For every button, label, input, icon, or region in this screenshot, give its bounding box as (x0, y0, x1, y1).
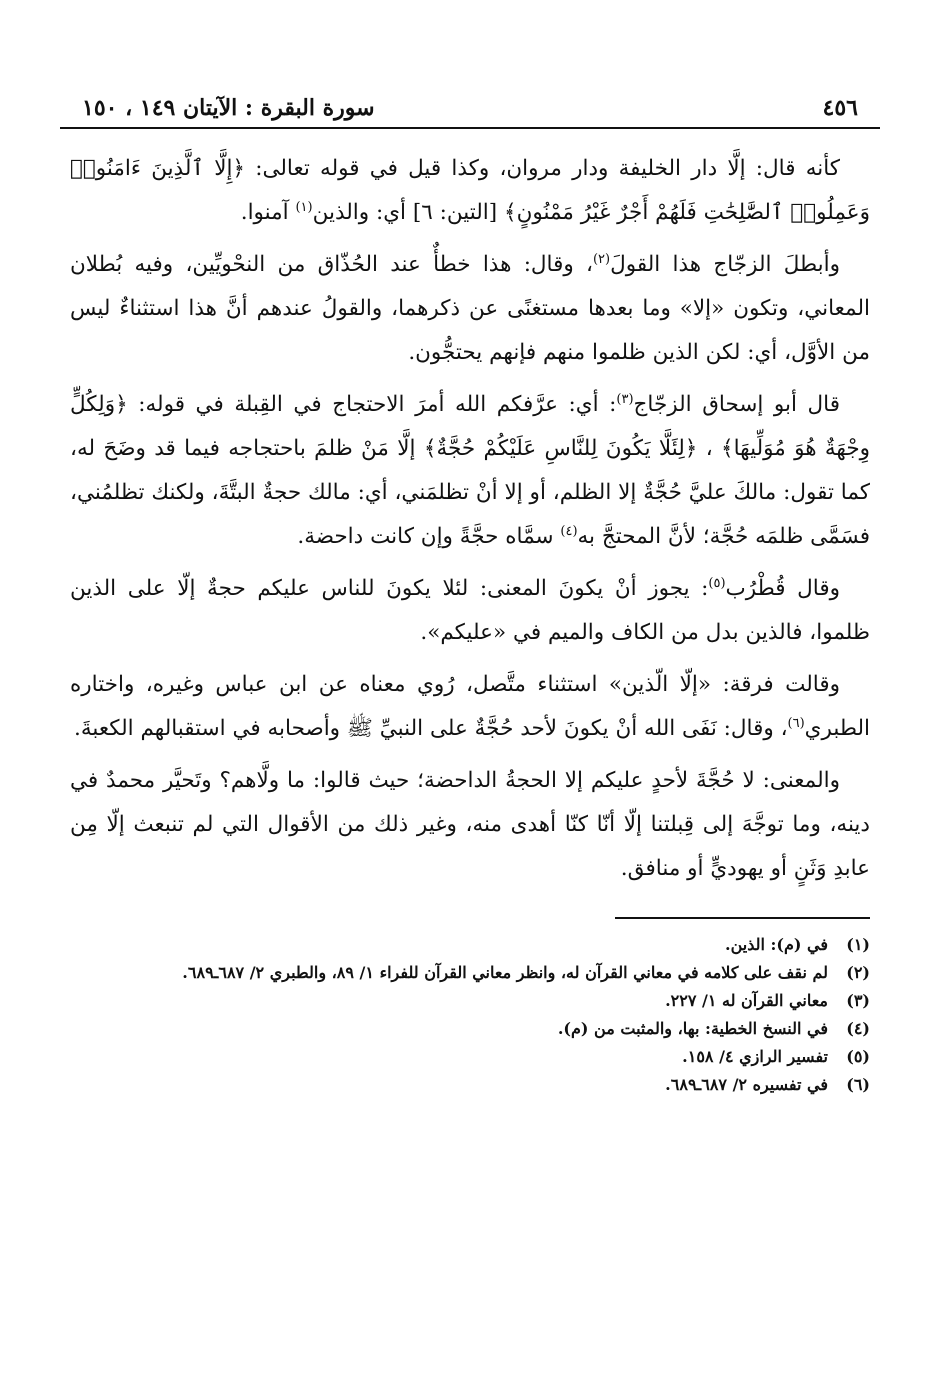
footnote-item: (٦) في تفسيره ٢/ ٦٨٧ـ٦٨٩. (665, 1075, 870, 1094)
footnote-item: (٤) في النسخ الخطية: بها، والمثبت من (م). (557, 1019, 870, 1038)
paragraph-2: وأبطلَ الزجّاج هذا القولَ$^{(٢)}$، وقال: هذا خطأٌ عند الحُذّاق من النحْويِّين، وفيه بُطلان المعاني، وتكون «إلا» وما بعدها مستغنًى عن ذكرهما، والقولُ عندهم أنَّ هذا استثناءٌ ليس من الأوَّل، أي: لكن الذين ظلموا منهم فإنهم يحتجُّون. (70, 251, 870, 365)
footnotes (60, 931, 880, 1099)
footnote-ref: (٢) (592, 251, 611, 267)
footnote-ref: (٤) (560, 523, 578, 539)
footnote-item: (١) في (م): الذين. (725, 935, 870, 954)
footnote-item: (٥) تفسير الرازي ٤/ ١٥٨. (682, 1047, 870, 1066)
paragraph-4: وقال قُطْرُب$^{(٥)}$: يجوز أنْ يكونَ المعنى: لئلا يكونَ للناس عليكم حجةٌ إلّا على الذين ظلموا، فالذين بدل من الكاف والميم في «عليكم». (70, 575, 870, 645)
footnote-ref: (٥) (708, 575, 726, 591)
footnote-ref: (١) (295, 199, 313, 215)
main-text (60, 147, 880, 891)
paragraph-1: كأنه قال: إلَّا دار الخليفة ودار مروان، وكذا قيل في قوله تعالى: ﴿إِلَّا ٱلَّذِينَ ءَامَنُوا۟ وَعَمِلُوا۟ ٱلصَّٰلِحَٰتِ فَلَهُمْ أَجْرٌ غَيْرُ مَمْنُونٍ﴾ [التين: ٦] أي: والذين$^{(١)}$ آمنوا. (70, 156, 870, 225)
running-title: سورة البقرة : الآيتان ١٤٩ ، ١٥٠ (82, 95, 375, 121)
paragraph-6: والمعنى: لا حُجَّةَ لأحدٍ عليكم إلا الحجةُ الداحضة؛ حيث قالوا: ما ولَّاهم؟ وتَحيَّر محمدٌ في دينه، وما توجَّهَ إلى قِبلتنا إلّا أنّا كنّا أهدى منه، وغير ذلك من الأقوال التي لم تنبعث إلّا مِن عابدِ وَثَنٍ أو يهوديٍّ أو منافق. (70, 768, 870, 881)
footnote-ref: (٣) (616, 391, 634, 407)
book-page (60, 95, 880, 1099)
paragraph-5: وقالت فرقة: «إلّا الّذين» استثناء متَّصل، رُوي معناه عن ابن عباس وغيره، واختاره الطبري$^{(٦)}$، وقال: نَفَى الله أنْ يكونَ لأحد حُجَّةٌ على النبيِّ ﷺ وأصحابه في استقبالهم الكعبةَ. (70, 672, 870, 741)
footnote-item: (٣) معاني القرآن له ١/ ٢٢٧. (665, 991, 870, 1010)
paragraph-3: قال أبو إسحاق الزجّاج$^{(٣)}$: أي: عرَّفكم الله أمرَ الاحتجاج في القِبلة في قوله: ﴿وَلِكُلٍّ وِجْهَةٌ هُوَ مُوَلِّيهَا﴾ ، ﴿لِئَلَّا يَكُونَ لِلنَّاسِ عَلَيْكُمْ حُجَّةٌ﴾ إلَّا مَنْ ظلمَ باحتجاجه فيما قد وضَحَ له، كما تقول: مالكَ عليَّ حُجَّةٌ إلا الظلم، أو إلا أنْ تظلمَني، أي: مالك حجةٌ البتَّةَ، ولكنك تظلمُني، فسَمَّى ظلمَه حُجَّة؛ لأنَّ المحتجَّ به$^{(٤)}$ سمَّاه حجَّةً وإن كانت داحضة. (70, 391, 870, 549)
footnote-separator (615, 917, 870, 919)
page-number: ٤٥٦ (822, 95, 858, 121)
header-rule (60, 127, 880, 129)
footnote-item: (٢) لم نقف على كلامه في معاني القرآن له، وانظر معاني القرآن للفراء ١/ ٨٩، والطبري ٢/ ٦٨٧ـ٦٨٩. (182, 963, 870, 982)
page-header (60, 95, 880, 127)
footnote-ref: (٦) (787, 715, 805, 731)
